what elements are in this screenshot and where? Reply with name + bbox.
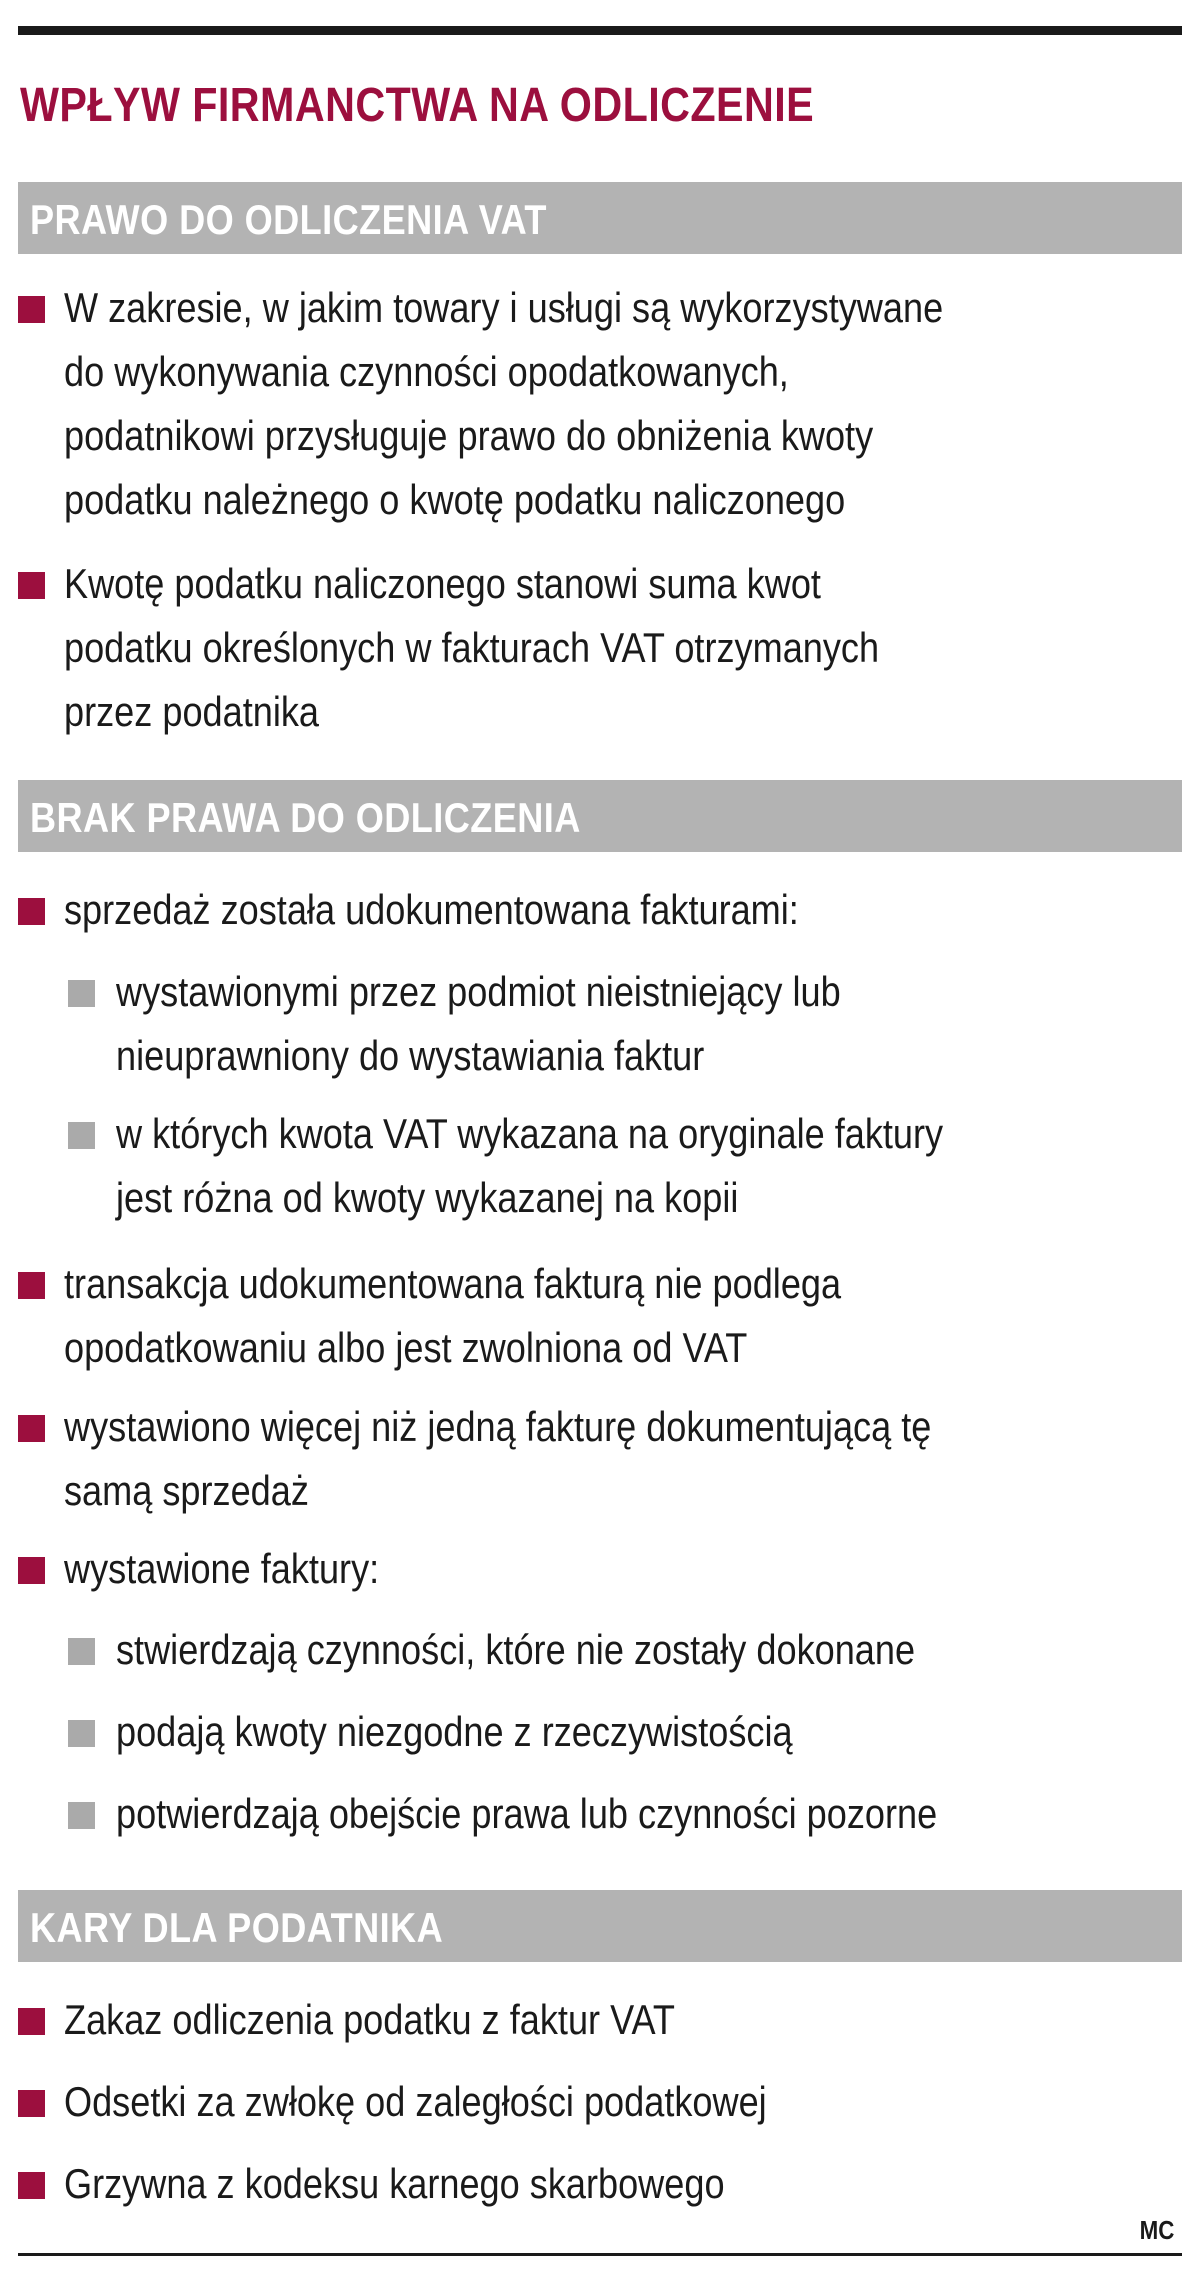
sub-bullet-square-icon	[68, 1122, 95, 1149]
list-item-text: Odsetki za zwłokę od zaległości podatkowej	[64, 2078, 767, 2125]
bullet-square-icon	[18, 2008, 45, 2035]
section-heading-text: BRAK PRAWA DO ODLICZENIA	[30, 794, 581, 841]
section-heading-prawo	[18, 182, 1182, 254]
bottom-rule	[18, 2253, 1182, 2256]
list-item-text: Zakaz odliczenia podatku z faktur VAT	[64, 1996, 675, 2043]
section-heading-text: PRAWO DO ODLICZENIA VAT	[30, 196, 547, 243]
section-heading-text: KARY DLA PODATNIKA	[30, 1904, 444, 1951]
bullet-square-icon	[18, 296, 45, 323]
list-item-text: wystawione faktury:	[64, 1545, 380, 1592]
sub-bullet-square-icon	[68, 1638, 95, 1665]
list-item-text: transakcja udokumentowana fakturą nie podlega opodatkowaniu albo jest zwolniona od VAT	[64, 1260, 842, 1371]
list-item-text: sprzedaż została udokumentowana fakturami:	[64, 886, 799, 933]
bullet-square-icon	[18, 2090, 45, 2117]
list-item-text: Kwotę podatku naliczonego stanowi suma kwot podatku określonych w fakturach VAT otrzymanych przez podatnika	[64, 560, 880, 735]
bullet-square-icon	[18, 2172, 45, 2199]
list-item-text: w których kwota VAT wykazana na oryginale faktury jest różna od kwoty wykazanej na kopii	[116, 1110, 944, 1221]
sub-bullet-square-icon	[68, 1802, 95, 1829]
sub-bullet-square-icon	[68, 1720, 95, 1747]
list-item-text: wystawionymi przez podmiot nieistniejący lub nieuprawniony do wystawiania faktur	[116, 968, 841, 1079]
author-credit: MC	[1139, 2215, 1174, 2245]
main-title: WPŁYW FIRMANCTWA NA ODLICZENIE	[20, 79, 815, 132]
bullet-square-icon	[18, 572, 45, 599]
sub-bullet-square-icon	[68, 980, 95, 1007]
bullet-square-icon	[18, 898, 45, 925]
list-item-text: stwierdzają czynności, które nie zostały dokonane	[116, 1626, 916, 1673]
top-rule	[18, 26, 1182, 35]
list-item-text: potwierdzają obejście prawa lub czynności pozorne	[116, 1790, 938, 1837]
infographic	[18, 0, 1182, 2270]
list-item-text: W zakresie, w jakim towary i usługi są wykorzystywane do wykonywania czynności opodatkowanych, podatnikowi przysługuje prawo do obniżenia kwoty podatku należnego o kwotę podatku naliczonego	[64, 284, 944, 523]
list-item-text: podają kwoty niezgodne z rzeczywistością	[116, 1708, 793, 1755]
list-item-text: Grzywna z kodeksu karnego skarbowego	[64, 2160, 725, 2207]
section-heading-brak	[18, 780, 1182, 852]
bullet-square-icon	[18, 1557, 45, 1584]
list-item-text: wystawiono więcej niż jedną fakturę dokumentującą tę samą sprzedaż	[64, 1403, 932, 1514]
section-heading-kary	[18, 1890, 1182, 1962]
bullet-square-icon	[18, 1415, 45, 1442]
bullet-square-icon	[18, 1272, 45, 1299]
